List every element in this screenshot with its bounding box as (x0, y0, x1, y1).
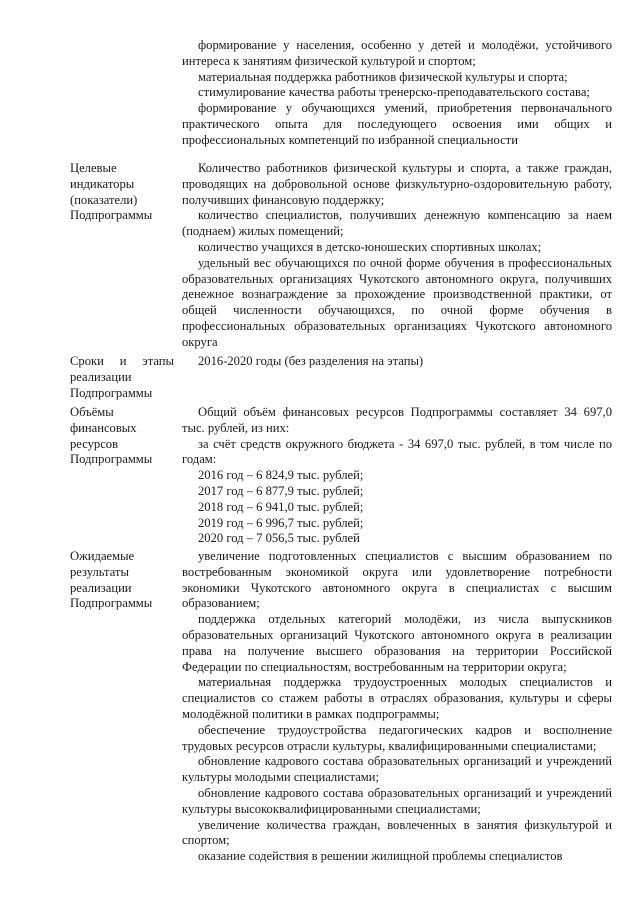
label-line: Подпрограммы (70, 452, 153, 467)
funding-text (182, 405, 612, 547)
paragraph: количество специалистов, получивших денежную компенсацию за наем (поднаем) жилых помещений; (182, 208, 612, 239)
goals-continuation-text (182, 38, 612, 149)
paragraph: стимулирование качества работы тренерско-преподавательского состава; (198, 85, 590, 100)
label-line: реализации (70, 369, 132, 384)
paragraph: поддержка отдельных категорий молодёжи, из числа выпускников образовательных организаций Чукотского автономного округа в реализации права на получение высшего образования на территории Российской Федерации по специальностям, востребованным на территории округа; (182, 612, 612, 674)
paragraph: формирование у обучающихся умений, приобретения первоначального практического опыта для последующего освоения ими общих и профессиональных компетенций по избранной специальности (182, 101, 612, 147)
paragraph: удельный вес обучающихся по очной форме обучения в профессиональных образовательных организациях Чукотского автономного округа, получивших денежное вознаграждение за прохождение производственной практики, от общей численности обучающихся, по очной форме обучения в профессиональных образовательных организациях Чукотского автономного округа (182, 255, 612, 349)
terms-label (70, 354, 174, 401)
label-line: индикаторы (70, 176, 135, 191)
label-line: результаты (70, 564, 129, 579)
paragraph: обновление кадрового состава образовательных организаций и учреждений культуры высококвалифицированными специалистами; (182, 785, 612, 816)
paragraph: обновление кадрового состава образовательных организаций и учреждений культуры молодыми специалистами; (182, 754, 612, 785)
terms-text (182, 354, 612, 370)
label-line: Объёмы (70, 405, 114, 419)
year-amount: 2017 год – 6 877,9 тыс. рублей; (198, 483, 364, 498)
paragraph: 2016-2020 годы (без разделения на этапы) (198, 354, 424, 368)
label-line: Целевые (70, 161, 117, 175)
label-line: Подпрограммы (70, 385, 153, 400)
paragraph: материальная поддержка работников физической культуры и спорта; (198, 69, 568, 84)
label-line: (показатели) (70, 192, 138, 207)
year-amount: 2019 год – 6 996,7 тыс. рублей; (198, 515, 364, 530)
label-line: Сроки и этапы (70, 354, 174, 368)
indicators-text (182, 161, 612, 351)
results-text (182, 549, 612, 865)
year-amount: 2016 год – 6 824,9 тыс. рублей; (198, 468, 364, 483)
paragraph: количество учащихся в детско-юношеских спортивных школах; (198, 239, 542, 254)
paragraph: за счёт средств окружного бюджета - 34 697,0 тыс. рублей, в том числе по годам: (182, 436, 612, 467)
paragraph: материальная поддержка трудоустроенных молодых специалистов и специалистов со стажем работы в отраслях образования, культуры и сферы молодёжной политики в рамках подпрограммы; (182, 675, 612, 721)
paragraph: Количество работников физической культуры и спорта, а также граждан, проводящих на добровольной основе физкультурно-оздоровительную работу, получивших финансовую поддержку; (182, 161, 612, 207)
label-line: финансовых (70, 420, 137, 435)
paragraph: увеличение количества граждан, вовлеченных в занятия физкультурой и спортом; (182, 817, 612, 848)
label-line: ресурсов (70, 436, 119, 451)
paragraph: оказание содействия в решении жилищной проблемы специалистов (198, 849, 563, 864)
funding-label (70, 405, 174, 468)
year-amount: 2020 год – 7 056,5 тыс. рублей (198, 531, 360, 546)
label-line: Ожидаемые (70, 549, 135, 563)
label-line: Подпрограммы (70, 208, 153, 223)
year-amount: 2018 год – 6 941,0 тыс. рублей; (198, 499, 364, 514)
results-label (70, 549, 174, 612)
paragraph: обеспечение трудоустройства педагогических кадров и восполнение трудовых ресурсов отрасли культуры, квалифицированными специалистами; (182, 722, 612, 753)
paragraph: увеличение подготовленных специалистов с высшим образованием по востребованным экономикой округа или удовлетворение потребности экономики Чукотского автономного округа в специалистах с высшим образованием; (182, 549, 612, 611)
indicators-label (70, 161, 174, 224)
label-line: реализации (70, 580, 132, 595)
paragraph: формирование у населения, особенно у детей и молодёжи, устойчивого интереса к занятиям физической культурой и спортом; (182, 38, 612, 68)
paragraph: Общий объём финансовых ресурсов Подпрограммы составляет 34 697,0 тыс. рублей, из них: (182, 405, 612, 435)
label-line: Подпрограммы (70, 596, 153, 611)
